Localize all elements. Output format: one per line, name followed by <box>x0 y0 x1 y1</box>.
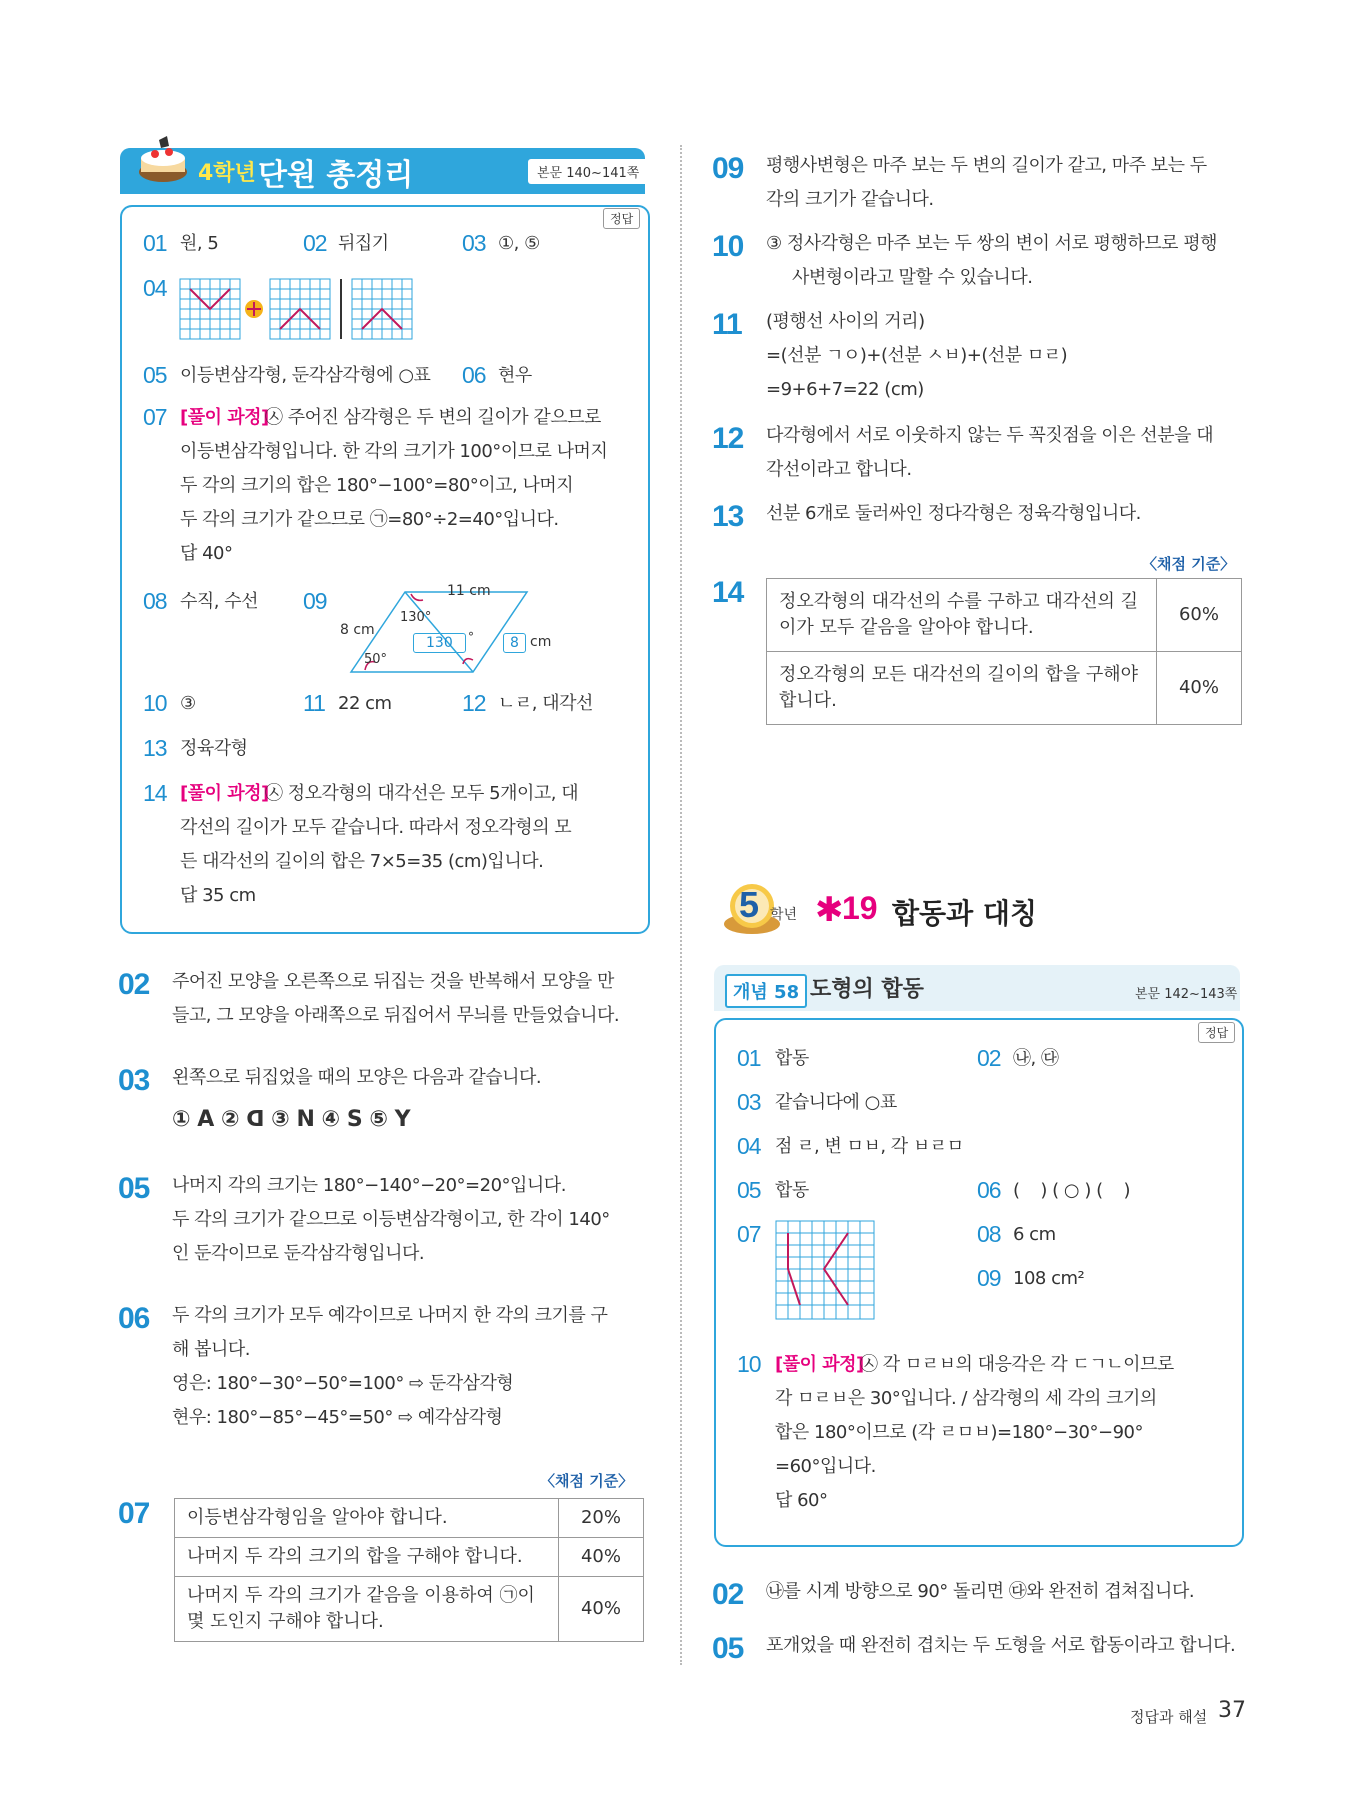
answer-text: 6 cm <box>1013 1224 1056 1245</box>
answer-tag: 정답 <box>1198 1022 1235 1043</box>
answer-number: 07 <box>143 404 167 430</box>
answer-number: 08 <box>143 588 167 614</box>
explanation-line: ㉯를 시계 방향으로 90° 돌리면 ㉰와 완전히 겹쳐집니다. <box>766 1581 1195 1602</box>
figure-label: ° <box>468 630 474 644</box>
flip-pattern-figure <box>178 277 418 343</box>
answer-text: ( ) ( ○ ) ( ) <box>1013 1180 1131 1201</box>
criteria-percent: 60% <box>1157 579 1242 652</box>
column-divider <box>680 145 682 1665</box>
table-row <box>767 652 1242 725</box>
criteria-text: 이등변삼각형임을 알아야 합니다. <box>175 1499 559 1538</box>
explanation-line: 선분 6개로 둘러싸인 정다각형은 정육각형입니다. <box>766 503 1141 524</box>
criteria-text: 정오각형의 대각선의 수를 구하고 대각선의 길이가 모두 같음을 알아야 합니다. <box>767 579 1157 652</box>
solution-line: =60°입니다. <box>775 1456 876 1477</box>
explanation-line: 현우: 180°−85°−45°=50° ⇨ 예각삼각형 <box>172 1407 503 1428</box>
explanation-line: =9+6+7=22 (cm) <box>766 379 924 400</box>
answer-number: 01 <box>143 230 167 256</box>
answer-number: 06 <box>462 362 486 388</box>
explanation-line: 두 각의 크기가 모두 예각이므로 나머지 한 각의 크기를 구 <box>172 1305 608 1326</box>
figure-label: 130° <box>400 610 432 625</box>
answer-text: 원, 5 <box>180 233 219 254</box>
solution-line: 이등변삼각형입니다. 한 각의 크기가 100°이므로 나머지 <box>180 441 608 462</box>
scoring-criteria-label: 〈채점 기준〉 <box>1142 555 1236 573</box>
answer-tag: 정답 <box>603 208 640 229</box>
answer-number: 10 <box>143 690 167 716</box>
explanation-line: =(선분 ㄱㅇ)+(선분 ㅅㅂ)+(선분 ㅁㄹ) <box>766 345 1068 366</box>
table-row <box>767 579 1242 652</box>
answer-text: 합동 <box>775 1048 809 1069</box>
solution-answer: 답 40° <box>180 543 233 564</box>
solution-line: ㉦ 각 ㅁㄹㅂ의 대응각은 각 ㄷㄱㄴ이므로 <box>860 1354 1174 1375</box>
explanation-number: 14 <box>712 576 744 609</box>
explanation-line: 인 둔각이므로 둔각삼각형입니다. <box>172 1243 425 1264</box>
answer-number: 01 <box>737 1045 761 1071</box>
answer-text: 정육각형 <box>180 738 248 759</box>
answer-number: 05 <box>143 362 167 388</box>
explanation-line: 사변형이라고 말할 수 있습니다. <box>792 267 1033 288</box>
explanation-line: ③ 정사각형은 마주 보는 두 쌍의 변이 서로 평행하므로 평행 <box>766 233 1218 254</box>
scoring-criteria-label: 〈채점 기준〉 <box>540 1472 634 1490</box>
scoring-table <box>174 1498 644 1642</box>
solution-answer: 답 35 cm <box>180 885 256 906</box>
explanation-line: 해 봅니다. <box>172 1339 250 1360</box>
concept-badge: 개념 58 <box>725 974 807 1008</box>
explanation-number: 10 <box>712 230 744 263</box>
answer-text: 이등변삼각형, 둔각삼각형에 ○표 <box>180 365 431 386</box>
answer-text: 뒤집기 <box>338 233 389 254</box>
footer-label: 정답과 해설 <box>1130 1708 1208 1726</box>
answer-text: 108 cm² <box>1013 1268 1085 1289</box>
explanation-line: 들고, 그 모양을 아래쪽으로 뒤집어서 무늬를 만들었습니다. <box>172 1005 620 1026</box>
answer-text: ㉯, ㉰ <box>1013 1048 1059 1069</box>
criteria-percent: 40% <box>559 1538 644 1577</box>
solution-tag: [풀이 과정] <box>180 783 269 804</box>
congruent-grid-figure <box>775 1220 875 1322</box>
figure-box: 130 <box>413 633 466 653</box>
answer-number: 07 <box>737 1221 761 1247</box>
explanation-number: 02 <box>118 968 150 1001</box>
answer-number: 11 <box>303 690 325 716</box>
scoring-table <box>766 578 1242 725</box>
unit-star-icon: ✱ <box>815 890 844 930</box>
table-row <box>175 1577 644 1642</box>
answer-number: 08 <box>977 1221 1001 1247</box>
concept-title: 도형의 합동 <box>810 977 924 1002</box>
answer-number: 09 <box>303 588 327 614</box>
explanation-number: 06 <box>118 1302 150 1335</box>
explanation-line: (평행선 사이의 거리) <box>766 311 925 332</box>
criteria-text: 정오각형의 모든 대각선의 길이의 합을 구해야 합니다. <box>767 652 1157 725</box>
solution-line: 든 대각선의 길이의 합은 7×5=35 (cm)입니다. <box>180 851 544 872</box>
answer-number: 05 <box>737 1177 761 1203</box>
explanation-number: 12 <box>712 422 744 455</box>
table-row <box>175 1499 644 1538</box>
explanation-number: 11 <box>712 308 742 341</box>
explanation-line: ① A ② ᗡ ③ N ④ S ⑤ Y <box>172 1107 411 1132</box>
solution-line: 각선의 길이가 모두 같습니다. 따라서 정오각형의 모 <box>180 817 572 838</box>
criteria-percent: 20% <box>559 1499 644 1538</box>
table-row <box>175 1538 644 1577</box>
answer-text: ㄴㄹ, 대각선 <box>498 693 593 714</box>
explanation-line: 나머지 각의 크기는 180°−140°−20°=20°입니다. <box>172 1175 566 1196</box>
unit-title: 합동과 대칭 <box>892 897 1037 930</box>
answer-number: 04 <box>737 1133 761 1159</box>
criteria-percent: 40% <box>1157 652 1242 725</box>
figure-label: 8 cm <box>340 622 375 638</box>
cake-icon <box>135 132 191 188</box>
explanation-line: 평행사변형은 마주 보는 두 변의 길이가 같고, 마주 보는 두 <box>766 155 1207 176</box>
answer-text: 22 cm <box>338 693 392 714</box>
answer-number: 10 <box>737 1351 761 1377</box>
solution-line: ㉦ 정오각형의 대각선은 모두 5개이고, 대 <box>265 783 579 804</box>
grade-digit: 5 <box>739 884 760 925</box>
explanation-line: 다각형에서 서로 이웃하지 않는 두 꼭짓점을 이은 선분을 대 <box>766 425 1214 446</box>
explanation-line: 각선이라고 합니다. <box>766 459 912 480</box>
explanation-number: 05 <box>118 1172 150 1205</box>
answer-number: 02 <box>303 230 327 256</box>
section-title: 단원 총정리 <box>258 158 414 193</box>
figure-label: cm <box>530 634 552 650</box>
grade-label: 학년 <box>770 907 798 923</box>
explanation-line: 왼쪽으로 뒤집었을 때의 모양은 다음과 같습니다. <box>172 1067 542 1088</box>
answer-number: 12 <box>462 690 486 716</box>
criteria-text: 나머지 두 각의 크기가 같음을 이용하여 ㉠이 몇 도인지 구해야 합니다. <box>175 1577 559 1642</box>
answer-text: 합동 <box>775 1180 809 1201</box>
answer-number: 03 <box>737 1089 761 1115</box>
answer-number: 02 <box>977 1045 1001 1071</box>
page-reference: 본문 142~143쪽 <box>1135 987 1238 1002</box>
answer-number: 06 <box>977 1177 1001 1203</box>
criteria-percent: 40% <box>559 1577 644 1642</box>
grade-label: 4학년 <box>198 161 256 186</box>
page-number: 37 <box>1218 1698 1246 1723</box>
figure-label: 11 cm <box>447 583 491 599</box>
explanation-line: 영은: 180°−30°−50°=100° ⇨ 둔각삼각형 <box>172 1373 514 1394</box>
answer-number: 04 <box>143 275 167 301</box>
criteria-text: 나머지 두 각의 크기의 합을 구해야 합니다. <box>175 1538 559 1577</box>
figure-label: 50° <box>364 652 388 667</box>
solution-line: 두 각의 크기가 같으므로 ㉠=80°÷2=40°입니다. <box>180 509 559 530</box>
answer-number: 13 <box>143 735 167 761</box>
answer-text: 같습니다에 ○표 <box>775 1092 897 1113</box>
answer-text: ①, ⑤ <box>498 233 540 254</box>
answer-number: 03 <box>462 230 486 256</box>
explanation-number: 05 <box>712 1632 744 1665</box>
explanation-line: 각의 크기가 같습니다. <box>766 189 934 210</box>
figure-box: 8 <box>503 633 526 653</box>
explanation-number: 07 <box>118 1497 150 1530</box>
solution-line: 각 ㅁㄹㅂ은 30°입니다. / 삼각형의 세 각의 크기의 <box>775 1388 1157 1409</box>
explanation-line: 주어진 모양을 오른쪽으로 뒤집는 것을 반복해서 모양을 만 <box>172 971 614 992</box>
unit-number: 19 <box>842 890 878 926</box>
answer-text: 현우 <box>498 365 532 386</box>
answer-number: 14 <box>143 780 167 806</box>
solution-line: 합은 180°이므로 (각 ㄹㅁㅂ)=180°−30°−90° <box>775 1422 1143 1443</box>
explanation-number: 09 <box>712 152 744 185</box>
answer-text: 점 ㄹ, 변 ㅁㅂ, 각 ㅂㄹㅁ <box>775 1136 964 1157</box>
solution-line: ㉦ 주어진 삼각형은 두 변의 길이가 같으므로 <box>265 407 601 428</box>
solution-tag: [풀이 과정] <box>180 407 269 428</box>
explanation-number: 13 <box>712 500 744 533</box>
page-reference: 본문 140~141쪽 <box>528 159 648 184</box>
answer-text: 수직, 수선 <box>180 591 258 612</box>
explanation-number: 02 <box>712 1578 744 1611</box>
solution-line: 두 각의 크기의 합은 180°−100°=80°이고, 나머지 <box>180 475 574 496</box>
answer-number: 09 <box>977 1265 1001 1291</box>
explanation-line: 두 각의 크기가 같으므로 이등변삼각형이고, 한 각이 140° <box>172 1209 610 1230</box>
explanation-number: 03 <box>118 1064 150 1097</box>
solution-tag: [풀이 과정] <box>775 1354 864 1375</box>
answer-text: ③ <box>180 693 196 714</box>
explanation-line: 포개었을 때 완전히 겹치는 두 도형을 서로 합동이라고 합니다. <box>766 1635 1236 1656</box>
solution-answer: 답 60° <box>775 1490 828 1511</box>
